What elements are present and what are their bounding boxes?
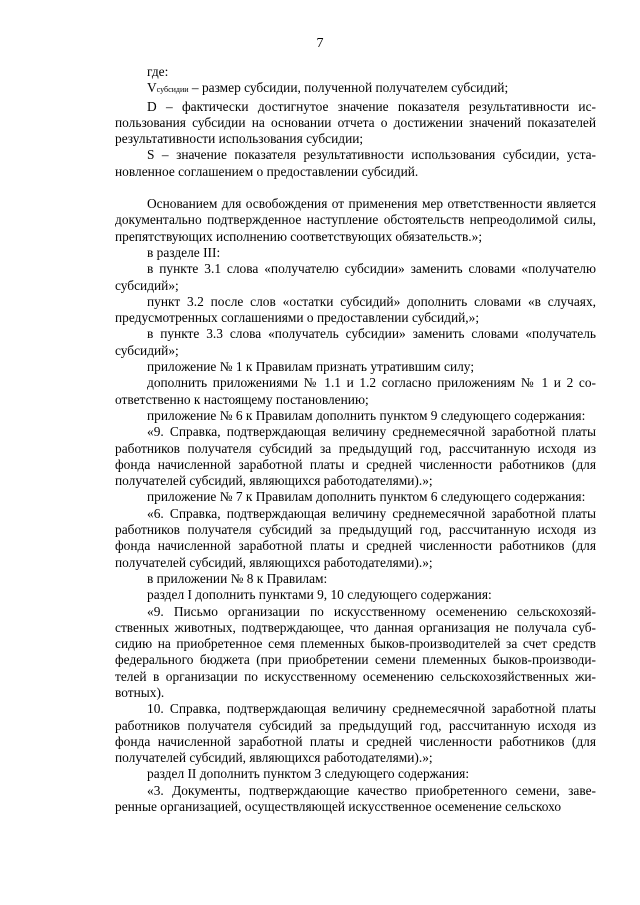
page-number: 7	[316, 36, 324, 51]
paragraph: раздел II дополнить пунктом 3 следующего содержания:	[147, 766, 470, 782]
paragraph: пункт 3.2 после слов «остатки субсидий» дополнить словами «в случаях, предусмотренных соглашениями о предоставлении субсидий,»;	[115, 293, 596, 326]
paragraph: в пункте 3.3 слова «получатель субсидии» заменить словами «получатель субсидий»;	[115, 326, 596, 358]
paragraph: в приложении № 8 к Правилам:	[147, 570, 328, 586]
paragraph: «9. Письмо организации по искусственному осеменению сельскохозяйственных животных, подтверждающее, что данная организация не получала субсидию на приобретенное семя племенных быков-производителей за счет средств федерального бюджета (при приобретении семени племенных быков-производителей в организации по искусственному осеменению сельскохозяйственных животных).	[115, 603, 596, 700]
v-symbol: V	[147, 80, 157, 96]
formula-where: где:	[147, 64, 169, 79]
paragraph: S – значение показателя результативности использования субсидии, установленное соглашением о предоставлении субсидий.	[115, 147, 596, 179]
paragraph: в пункте 3.1 слова «получателю субсидии» заменить словами «получателю субсидий»;	[115, 261, 596, 293]
paragraph: приложение № 7 к Правилам дополнить пунктом 6 следующего содержания:	[147, 489, 586, 505]
paragraph: дополнить приложениями № 1.1 и 1.2 согласно приложениям № 1 и 2 соответственно к настоящему постановлению;	[115, 375, 596, 407]
document-body	[115, 64, 596, 815]
paragraph: в разделе III:	[147, 244, 221, 260]
paragraph: «3. Документы, подтверждающие качество приобретенного семени, заверенные организацией, осуществляющей искусственное осеменение сельскохо	[115, 782, 596, 815]
paragraph: «6. Справка, подтверждающая величину среднемесячной заработной платы работников получателя субсидий за предыдущий год, рассчитанную исходя из фонда начисленной заработной платы и средней численности работников (для получателей субсидий, являющихся работодателями).»;	[115, 505, 596, 570]
v-subscript: субсидии	[156, 85, 189, 95]
v-definition-text: – размер субсидии, полученной получателем субсидий;	[188, 80, 509, 96]
paragraph: «9. Справка, подтверждающая величину среднемесячной заработной платы работников получателя субсидий за предыдущий год, рассчитанную исходя из фонда начисленной заработной платы и средней численности работников (для получателей субсидий, являющихся работодателями).»;	[115, 424, 596, 489]
paragraph: раздел I дополнить пунктами 9, 10 следующего содержания:	[147, 587, 492, 603]
formula-v-definition	[115, 80, 596, 98]
paragraph: приложение № 6 к Правилам дополнить пунктом 9 следующего содержания:	[147, 407, 586, 423]
paragraph: приложение № 1 к Правилам признать утратившим силу;	[147, 359, 475, 375]
paragraph: 10. Справка, подтверждающая величину среднемесячной заработной платы работников получателя субсидий за предыдущий год, рассчитанную исходя из фонда начисленной заработной платы и средней численности работников (для получателей субсидий, являющихся работодателями).»;	[115, 701, 596, 766]
paragraph: Основанием для освобождения от применения мер ответственности является документально подтвержденное наступление обстоятельств непреодолимой силы, препятствующих исполнению соответствующих обязательств.»;	[115, 196, 596, 244]
paragraph: D – фактически достигнутое значение показателя результативности использования субсидии на основании отчета о достижении значений показателей результативности использования субсидии;	[115, 98, 596, 147]
